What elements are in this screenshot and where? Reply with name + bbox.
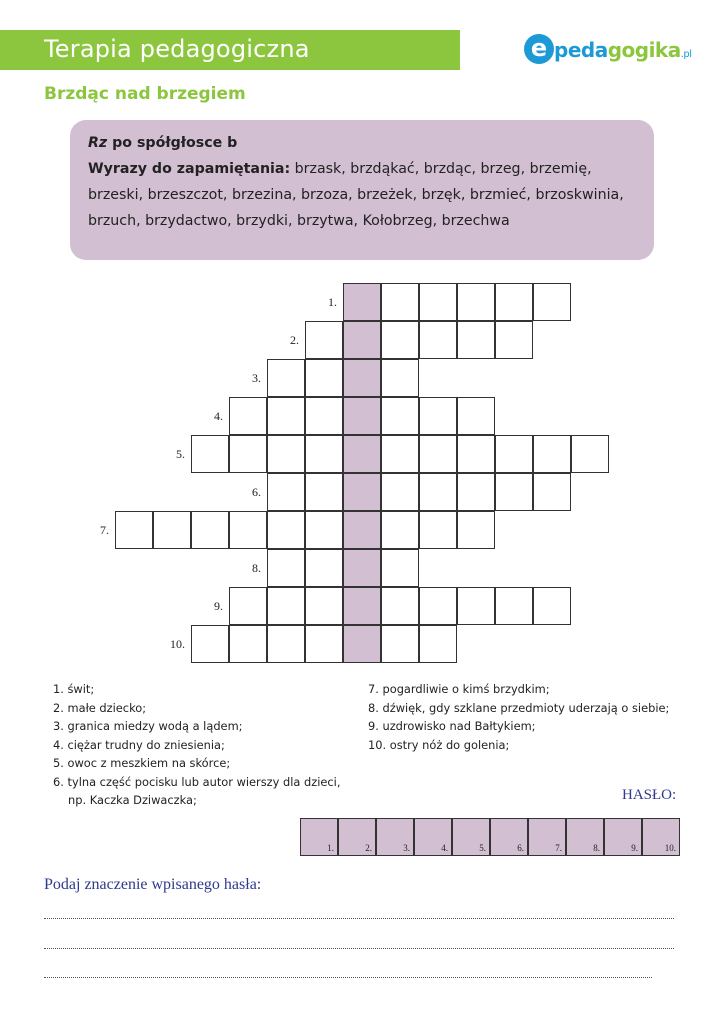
crossword-password-cell[interactable] [343, 359, 381, 397]
rule-box [70, 120, 654, 260]
crossword-cell[interactable] [267, 397, 305, 435]
crossword-cell[interactable] [305, 511, 343, 549]
clue: 6. tylna część pocisku lub autor wierszy dla dzieci, [53, 774, 341, 789]
crossword-password-cell[interactable] [343, 397, 381, 435]
clue: np. Kaczka Dziwaczka; [68, 793, 197, 807]
crossword-cell[interactable] [267, 359, 305, 397]
clue: 7. pogardliwie o kimś brzydkim; [368, 682, 550, 696]
crossword-cell[interactable] [267, 587, 305, 625]
clue: 4. ciężar trudny do zniesienia; [53, 737, 225, 752]
crossword-cell[interactable] [267, 511, 305, 549]
crossword-cell[interactable] [229, 511, 267, 549]
crossword-cell[interactable] [191, 511, 229, 549]
crossword-row-number: 1. [328, 295, 337, 309]
crossword-cell[interactable] [305, 321, 343, 359]
crossword-cell[interactable] [381, 473, 419, 511]
clues-left [53, 680, 340, 810]
rule-rest: po spółgłosce b [107, 135, 238, 151]
crossword-cell[interactable] [419, 473, 457, 511]
password-cell[interactable] [338, 818, 376, 856]
password-cell-number: 9. [631, 843, 638, 853]
crossword-cell[interactable] [229, 587, 267, 625]
crossword-row-number: 2. [290, 333, 299, 347]
clue: 1. świt; [53, 682, 95, 696]
clue: 8. dźwięk, gdy szklane przedmioty uderzają o siebie; [368, 700, 670, 715]
crossword-cell[interactable] [267, 549, 305, 587]
password-cell[interactable] [376, 818, 414, 856]
logo-letter: e [524, 34, 554, 64]
clue: 5. owoc z meszkiem na skórce; [53, 756, 231, 770]
crossword-cell[interactable] [229, 625, 267, 663]
crossword-cell[interactable] [381, 435, 419, 473]
password-cell[interactable] [642, 818, 680, 856]
worksheet-title: Brzdąc nad brzegiem [44, 84, 246, 104]
crossword-row-number: 3. [252, 371, 261, 385]
crossword-cell[interactable] [419, 511, 457, 549]
crossword-cell[interactable] [495, 435, 533, 473]
crossword-password-cell[interactable] [343, 625, 381, 663]
clue: 10. ostry nóż do golenia; [368, 737, 510, 752]
crossword-cell[interactable] [533, 473, 571, 511]
crossword-row-number: 10. [170, 637, 185, 651]
logo-part1: peda [554, 38, 608, 62]
password-cell-number: 4. [441, 843, 448, 853]
password-label: HASŁO: [622, 787, 677, 803]
crossword-cell[interactable] [495, 587, 533, 625]
crossword-cell[interactable] [191, 435, 229, 473]
crossword-password-cell[interactable] [343, 473, 381, 511]
crossword-cell[interactable] [381, 359, 419, 397]
crossword-cell[interactable] [457, 511, 495, 549]
password-cell[interactable] [414, 818, 452, 856]
crossword-cell[interactable] [305, 587, 343, 625]
logo-suffix: .pl [680, 49, 692, 60]
crossword-cell[interactable] [571, 435, 609, 473]
crossword-row-number: 4. [214, 409, 223, 423]
crossword-cell[interactable] [381, 321, 419, 359]
crossword-cell[interactable] [419, 321, 457, 359]
words-paragraph [88, 156, 636, 234]
crossword-cell[interactable] [191, 625, 229, 663]
crossword-row-number: 5. [176, 447, 185, 461]
page-header-title: Terapia pedagogiczna [44, 35, 310, 63]
logo-part2: gogika [607, 38, 681, 62]
crossword-password-cell[interactable] [343, 549, 381, 587]
crossword-cell[interactable] [381, 549, 419, 587]
crossword-cell[interactable] [267, 435, 305, 473]
crossword-cell[interactable] [305, 359, 343, 397]
password-cell-number: 3. [403, 843, 410, 853]
password-cell-number: 6. [517, 843, 524, 853]
answer-line[interactable] [44, 977, 652, 978]
crossword-cell[interactable] [419, 587, 457, 625]
clues-right [368, 680, 669, 754]
crossword-password-cell[interactable] [343, 511, 381, 549]
crossword-cell[interactable] [305, 549, 343, 587]
crossword-cell[interactable] [381, 397, 419, 435]
password-cell[interactable] [300, 818, 338, 856]
crossword-row-number: 8. [252, 561, 261, 575]
crossword-password-cell[interactable] [343, 435, 381, 473]
crossword-cell[interactable] [495, 321, 533, 359]
password-cell-number: 1. [327, 843, 334, 853]
crossword-password-cell[interactable] [343, 587, 381, 625]
rule-prefix: Rz [88, 135, 108, 151]
crossword-cell[interactable] [457, 321, 495, 359]
answer-line[interactable] [44, 918, 674, 919]
crossword-cell[interactable] [457, 587, 495, 625]
crossword-row-number: 7. [100, 523, 109, 537]
crossword-cell[interactable] [419, 435, 457, 473]
rule-heading [88, 130, 636, 156]
clue: 9. uzdrowisko nad Bałtykiem; [368, 719, 536, 733]
crossword-cell[interactable] [229, 435, 267, 473]
crossword-cell[interactable] [267, 625, 305, 663]
crossword-cell[interactable] [267, 473, 305, 511]
crossword-cell[interactable] [533, 435, 571, 473]
crossword-cell[interactable] [495, 283, 533, 321]
crossword-cell[interactable] [229, 397, 267, 435]
crossword-cell[interactable] [533, 587, 571, 625]
words-label: Wyrazy do zapamiętania: [88, 161, 291, 177]
crossword-password-cell[interactable] [343, 283, 381, 321]
password-cell[interactable] [452, 818, 490, 856]
password-cell[interactable] [566, 818, 604, 856]
crossword-cell[interactable] [153, 511, 191, 549]
password-cell-number: 10. [664, 843, 676, 853]
crossword-cell[interactable] [381, 587, 419, 625]
crossword-cell[interactable] [115, 511, 153, 549]
crossword-cell[interactable] [419, 625, 457, 663]
crossword-cell[interactable] [305, 625, 343, 663]
crossword-row-number: 6. [252, 485, 261, 499]
crossword-cell[interactable] [457, 397, 495, 435]
answer-line[interactable] [44, 948, 674, 949]
password-cell-number: 8. [593, 843, 600, 853]
meaning-question: Podaj znaczenie wpisanego hasła: [44, 876, 262, 893]
crossword-cell[interactable] [381, 283, 419, 321]
crossword-cell[interactable] [457, 435, 495, 473]
password-cell-number: 5. [479, 843, 486, 853]
clue: 3. granica miedzy wodą a lądem; [53, 719, 243, 733]
clue: 2. małe dziecko; [53, 700, 147, 715]
crossword-cell[interactable] [457, 283, 495, 321]
password-cell[interactable] [528, 818, 566, 856]
crossword-cell[interactable] [419, 283, 457, 321]
password-cell[interactable] [604, 818, 642, 856]
crossword-cell[interactable] [305, 473, 343, 511]
epedagogika-logo [524, 30, 692, 70]
crossword-cell[interactable] [305, 397, 343, 435]
password-cell-number: 2. [365, 843, 372, 853]
crossword-cell[interactable] [419, 397, 457, 435]
password-cell-number: 7. [555, 843, 562, 853]
crossword-cell[interactable] [533, 283, 571, 321]
password-cell[interactable] [490, 818, 528, 856]
crossword-cell[interactable] [305, 435, 343, 473]
crossword-password-cell[interactable] [343, 321, 381, 359]
crossword-cell[interactable] [457, 473, 495, 511]
crossword-cell[interactable] [495, 473, 533, 511]
logo-text [554, 38, 692, 62]
crossword-cell[interactable] [381, 511, 419, 549]
crossword-row-number: 9. [214, 599, 223, 613]
words-list: brzask, brzdąkać, brzdąc, brzeg, brzemię, brzeski, brzeszczot, brzezina, brzoza, brzeżek, brzęk, brzmieć, brzoskwinia, brzuch, brzydactwo, brzydki, brzytwa, Kołobrzeg, brzechwa [88, 161, 624, 229]
crossword-cell[interactable] [381, 625, 419, 663]
